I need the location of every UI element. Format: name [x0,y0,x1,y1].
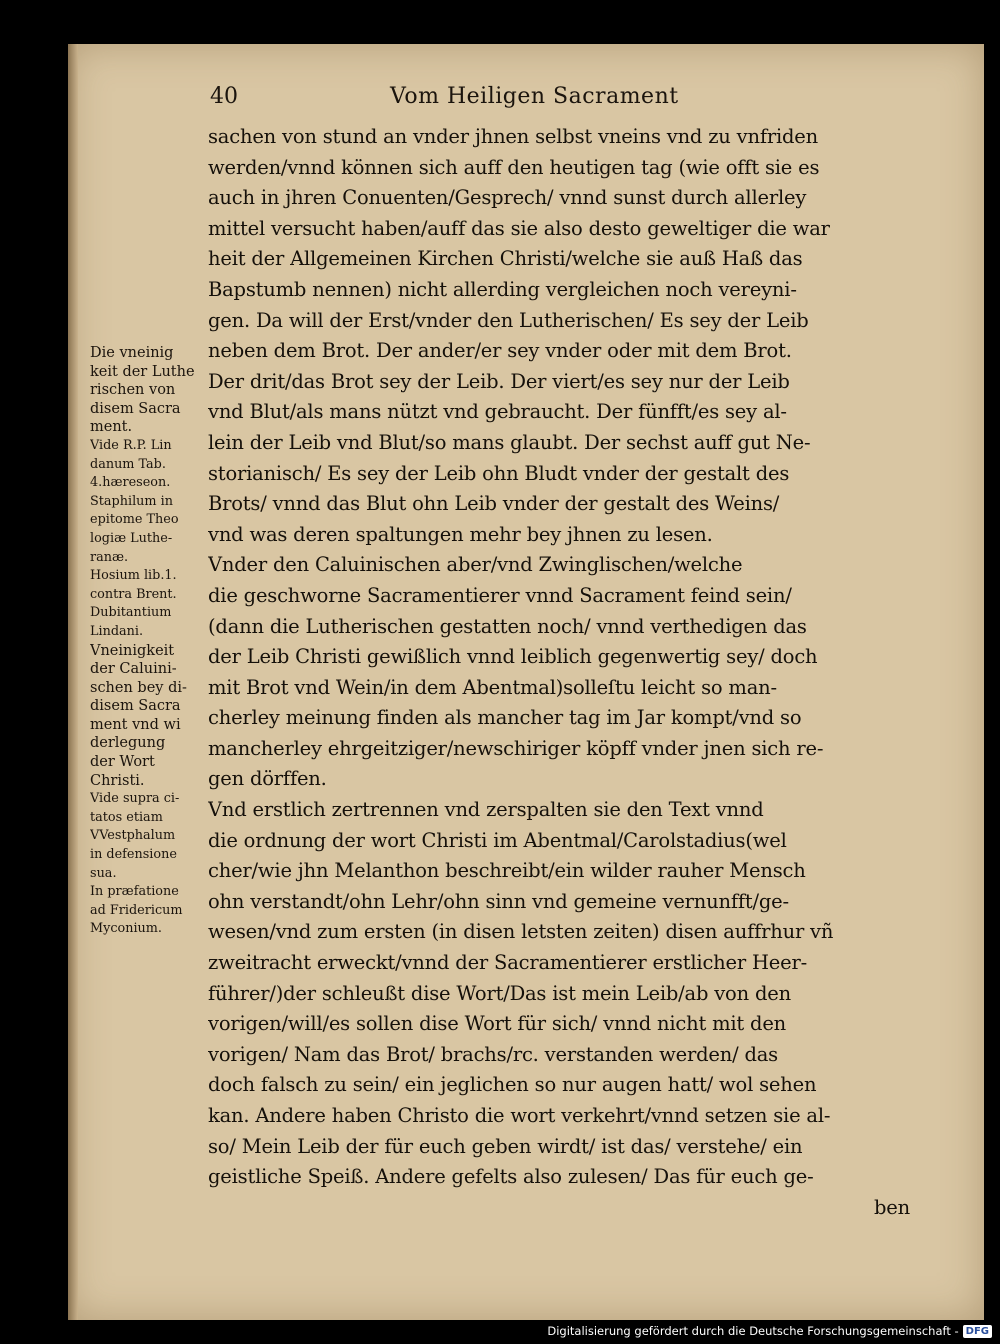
text-line: vnd was deren spaltungen mehr bey jhnen zu lesen. [208,522,713,546]
page-gutter [68,44,78,1320]
text-line: gen dörffen. [208,767,327,791]
text-line: storianisch/ Es sey der Leib ohn Bludt vnder der gestalt des [208,461,790,485]
margin-note-line: VVestphalum [90,828,176,844]
text-line: Bapstumb nennen) nicht allerding vergleichen noch vereyni- [208,277,797,301]
margin-note-line: disem Sacra [90,698,181,715]
text-line: lein der Leib vnd Blut/so mans glaubt. Der sechst auff gut Ne- [208,430,811,454]
margin-note-line: Christi. [90,772,145,789]
text-line: vorigen/will/es sollen dise Wort für sich/ vnnd nicht mit den [208,1012,787,1036]
text-line: kan. Andere haben Christo die wort verkehrt/vnnd setzen sie al- [208,1104,831,1127]
margin-note-line: epitome Theo [90,512,179,528]
margin-note-line: Lindani. [90,623,144,639]
margin-note-line: ment vnd wi [90,716,181,733]
text-line: mancherley ehrgeitziger/newschiriger köpff vnder jnen sich re- [208,736,824,760]
text-line: cher/wie jhn Melanthon beschreibt/ein wilder rauher Mensch [208,859,806,883]
text-line: Vnd erstlich zertrennen vnd zerspalten sie den Text vnnd [208,798,764,822]
text-line: wesen/vnd zum ersten (in disen letsten zeiten) disen auffrhur vñ [208,920,834,944]
margin-note-line: disem Sacra [90,400,181,417]
margin-note-line: Hosium lib.1. [90,568,177,584]
margin-note-line: Die vneinig [90,345,174,361]
margin-note-line: contra Brent. [90,586,177,602]
text-line: der Leib Christi gewißlich vnnd leiblich gegenwertig sey/ doch [208,645,818,669]
text-line: führer/)der schleußt dise Wort/Das ist mein Leib/ab von den [208,981,791,1005]
text-line: ohn verstandt/ohn Lehr/ohn sinn vnd gemeine vernunfft/ge- [208,889,789,913]
margin-notes [90,344,210,939]
text-line: mit Brot vnd Wein/in dem Abentmal)solleſtu leicht so man- [208,675,777,699]
margin-note-line: 4.hæreseon. [90,475,171,491]
margin-note-line: tatos etiam [90,809,163,825]
margin-note-line: Vide supra ci- [90,791,180,807]
margin-note-line: keit der Luthe [90,363,195,380]
margin-note-line: sua. [90,865,117,881]
margin-note-line: danum Tab. [90,456,166,472]
text-line: die ordnung der wort Christi im Abentmal/Carolstadius(wel [208,828,787,852]
text-line: sachen von stund an vnder jhnen selbst vneins vnd zu vnfriden [208,125,818,148]
text-line: ben [874,1195,910,1219]
running-head: Vom Heiligen Sacrament [390,84,679,109]
page-number: 40 [210,84,238,109]
margin-note-line: Staphilum in [90,493,173,509]
text-line: Brots/ vnnd das Blut ohn Leib vnder der gestalt des Weins/ [208,492,780,516]
margin-note-line: Myconium. [90,921,162,937]
text-line: doch falsch zu sein/ ein jeglichen so nur augen hatt/ wol sehen [208,1073,817,1097]
margin-note-line: ranæ. [90,549,129,565]
text-line: mittel versucht haben/auff das sie also desto geweltiger die war [208,216,830,240]
text-line: die geschworne Sacramentierer vnnd Sacrament feind sein/ [208,583,792,607]
text-line: gen. Da will der Erst/vnder den Lutherischen/ Es sey der Leib [208,308,809,332]
text-line: zweitracht erweckt/vnnd der Sacramentierer erstlicher Heer- [208,951,807,975]
margin-note-line: rischen von [90,382,176,399]
text-line: Der drit/das Brot sey der Leib. Der viert/es sey nur der Leib [208,369,790,393]
text-line: so/ Mein Leib der für euch geben wirdt/ ist das/ verstehe/ ein [208,1134,803,1158]
text-line: heit der Allgemeinen Kirchen Christi/welche sie auß Haß das [208,247,803,271]
page-header [210,84,870,118]
text-line: auch in jhren Conuenten/Gesprech/ vnnd sunst durch allerley [208,186,807,210]
margin-note-line: ment. [90,419,133,436]
margin-note-line: in defensione [90,847,177,863]
margin-note-line: Vneinigkeit [90,642,175,659]
margin-note-line: Vide R.P. Lin [90,437,172,453]
margin-note-line: Dubitantium [90,605,172,621]
digitization-footer [547,1324,992,1338]
margin-note-line: der Caluini- [90,661,177,678]
margin-note-line: logiæ Luthe- [90,530,173,546]
text-line: vnd Blut/als mans nützt vnd gebraucht. Der fünfft/es sey al- [208,400,787,424]
text-line: werden/vnnd können sich auff den heutigen tag (wie offt sie es [208,155,820,179]
margin-note-line: derlegung [90,735,166,752]
text-line: cherley meinung finden als mancher tag im Jar kompt/vnd so [208,706,802,730]
text-line: (dann die Lutherischen gestatten noch/ vnnd verthedigen das [208,614,807,638]
text-line: Vnder den Caluinischen aber/vnd Zwinglischen/welche [208,553,743,577]
text-line: vorigen/ Nam das Brot/ brachs/rc. verstanden werden/ das [208,1042,778,1066]
text-line: neben dem Brot. Der ander/er sey vnder oder mit dem Brot. [208,339,792,363]
margin-note-line: In præfatione [90,884,179,900]
margin-note-line: schen bey di- [90,679,187,696]
main-text-block [208,122,910,1223]
text-line: geistliche Speiß. Andere gefelts also zulesen/ Das für euch ge- [208,1165,814,1189]
dfg-logo-icon: DFG [963,1325,992,1338]
footer-credit: Digitalisierung gefördert durch die Deutsche Forschungsgemeinschaft - [547,1324,959,1338]
margin-note-line: der Wort [90,754,155,771]
margin-note-line: ad Fridericum [90,902,183,918]
